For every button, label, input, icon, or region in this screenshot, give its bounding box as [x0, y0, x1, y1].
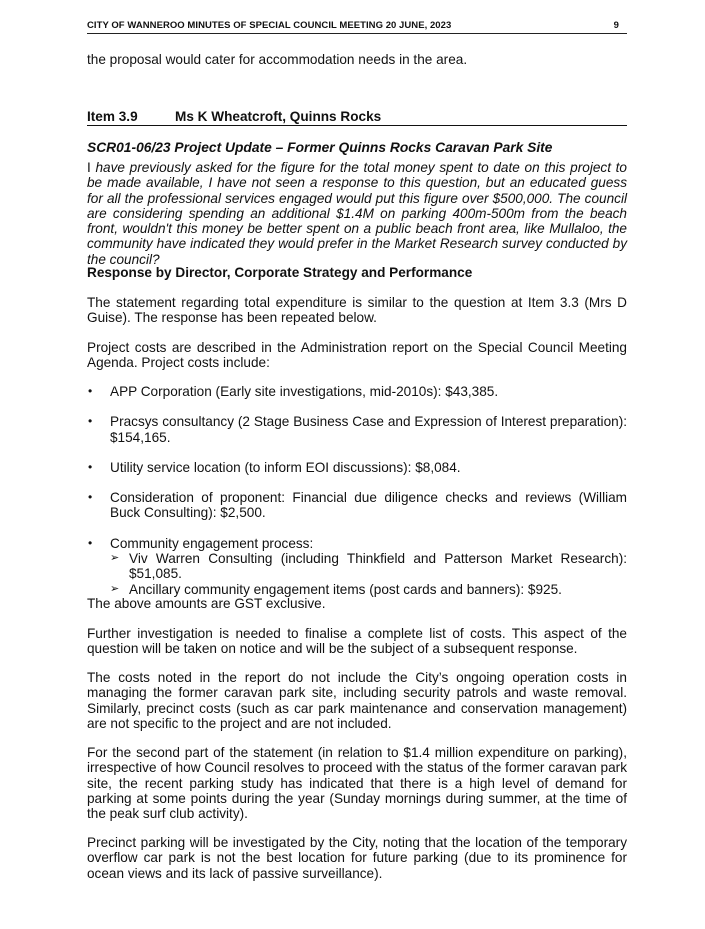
response-heading: Response by Director, Corporate Strategy and Performance	[87, 265, 473, 280]
question-text	[87, 160, 627, 267]
cost-item: • Utility service location (to inform EOI discussions): $8,084.	[88, 459, 461, 475]
item-number: Item 3.9	[87, 109, 138, 124]
cost-item: • Community engagement process: ➢ Viv Warren Consulting (including Thinkfield and Patterson Market Research): $51,085. ➢ Ancillary community engagement items (post cards and banners): $925.	[88, 535, 627, 597]
arrow-bullet-icon: ➢	[110, 582, 120, 595]
cost-item: • APP Corporation (Early site investigations, mid-2010s): $43,385.	[88, 384, 499, 399]
bullet-icon: •	[88, 459, 93, 474]
continuation-text: the proposal would cater for accommodation needs in the area.	[87, 52, 468, 67]
response-para-5: The costs noted in the report do not include the City’s ongoing operation costs in managing the former caravan park site, including security patrols and waste removal. Similarly, precinct costs (such as car park maintenance and conservation management) are not specific to the project and are not included.	[87, 670, 627, 731]
page-number: 9	[613, 20, 619, 31]
sub-cost-list	[110, 551, 627, 597]
question-body: have previously asked for the figure for the total money spent to date on this project to be made available, I have not seen a response to this question, but an educated guess for all the professional services engaged would put this figure over $500,000. The council are considering spending an additional $1.4M on parking 400m-500m from the beach front, wouldn't this money be better spent on a public beach front area, like Mullaloo, the community have indicated they would prefer in the Market Research survey conducted by the council?	[87, 160, 627, 267]
sub-cost-item: ➢ Viv Warren Consulting (including Thinkfield and Patterson Market Research): $51,085.	[110, 551, 627, 582]
running-header	[87, 20, 627, 34]
arrow-bullet-icon: ➢	[110, 552, 120, 565]
item-heading	[87, 109, 627, 126]
bullet-icon: •	[88, 414, 93, 429]
cost-item: • Consideration of proponent: Financial due diligence checks and reviews (William Buck Consulting): $2,500.	[88, 490, 627, 521]
response-para-4: Further investigation is needed to finalise a complete list of costs. This aspect of the question will be taken on notice and will be the subject of a subsequent response.	[87, 626, 627, 657]
bullet-icon: •	[88, 384, 93, 398]
item-speaker: Ms K Wheatcroft, Quinns Rocks	[175, 109, 382, 124]
response-para-2: Project costs are described in the Administration report on the Special Council Meeting Agenda. Project costs include:	[87, 340, 627, 371]
header-title: CITY OF WANNEROO MINUTES OF SPECIAL COUNCIL MEETING 20 JUNE, 2023	[87, 20, 452, 31]
cost-list	[87, 384, 627, 597]
question-first-letter: I	[87, 160, 91, 175]
bullet-icon: •	[88, 535, 93, 550]
response-para-1: The statement regarding total expenditure is similar to the question at Item 3.3 (Mrs D Guise). The response has been repeated below.	[87, 295, 627, 326]
response-para-3: The above amounts are GST exclusive.	[87, 596, 326, 611]
bullet-icon: •	[88, 490, 93, 505]
sub-cost-item: ➢ Ancillary community engagement items (post cards and banners): $925.	[110, 581, 562, 597]
item-subject: SCR01-06/23 Project Update – Former Quinns Rocks Caravan Park Site	[87, 140, 553, 155]
response-para-6: For the second part of the statement (in relation to $1.4 million expenditure on parking), irrespective of how Council resolves to proceed with the status of the former caravan park site, the recent parking study has indicated that there is a high level of demand for parking at some points during the year (Sunday mornings during summer, at the time of the peak surf club activity).	[87, 745, 627, 822]
cost-item: • Pracsys consultancy (2 Stage Business Case and Expression of Interest preparation): $154,165.	[88, 414, 627, 445]
response-para-7: Precinct parking will be investigated by the City, noting that the location of the temporary overflow car park is not the best location for future parking (due to its prominence for ocean views and its lack of passive surveillance).	[87, 835, 627, 881]
